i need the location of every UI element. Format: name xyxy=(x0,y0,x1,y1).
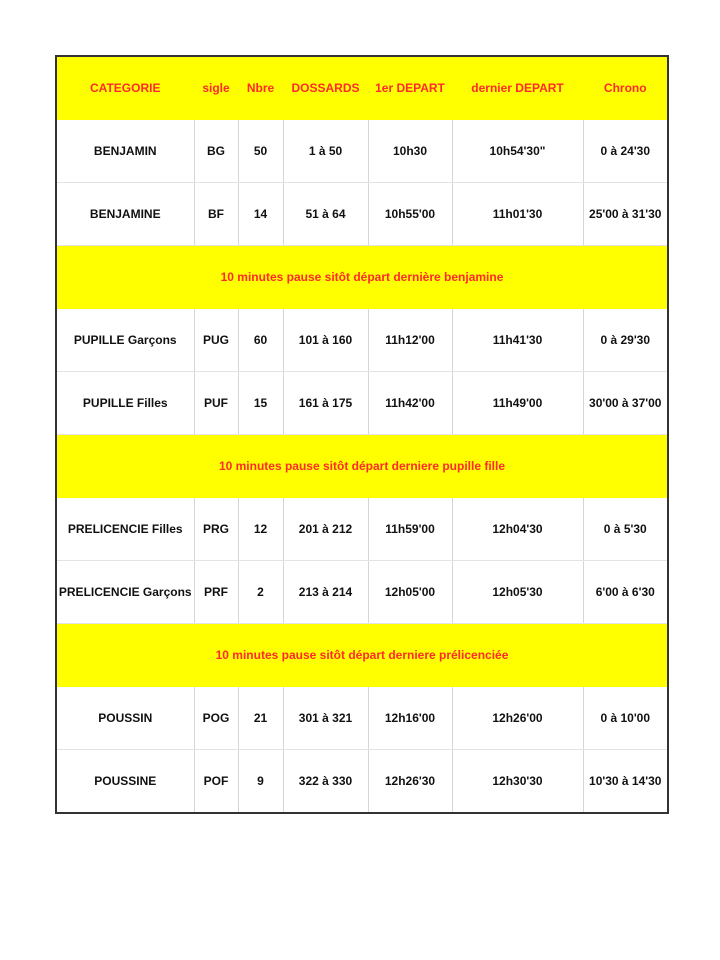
cell-premier-depart: 11h42'00 xyxy=(368,372,452,435)
cell-chrono: 30'00 à 37'00 xyxy=(583,372,668,435)
cell-sigle: PRG xyxy=(194,498,238,561)
cell-nbre: 14 xyxy=(238,183,283,246)
table-row xyxy=(56,120,668,183)
header-dernier-depart: dernier DEPART xyxy=(452,56,583,120)
cell-premier-depart: 10h30 xyxy=(368,120,452,183)
cell-chrono: 25'00 à 31'30 xyxy=(583,183,668,246)
cell-nbre: 2 xyxy=(238,561,283,624)
table-row xyxy=(56,183,668,246)
cell-categorie: POUSSINE xyxy=(56,750,194,814)
cell-dernier-depart: 11h49'00 xyxy=(452,372,583,435)
cell-premier-depart: 12h26'30 xyxy=(368,750,452,814)
cell-sigle: PRF xyxy=(194,561,238,624)
table-row xyxy=(56,687,668,750)
pause-row xyxy=(56,624,668,687)
header-chrono: Chrono xyxy=(583,56,668,120)
cell-chrono: 0 à 24'30 xyxy=(583,120,668,183)
cell-dossards: 322 à 330 xyxy=(283,750,368,814)
pause-note: 10 minutes pause sitôt départ derniere prélicenciée xyxy=(56,624,668,687)
cell-nbre: 50 xyxy=(238,120,283,183)
cell-dernier-depart: 12h30'30 xyxy=(452,750,583,814)
cell-sigle: BG xyxy=(194,120,238,183)
cell-premier-depart: 10h55'00 xyxy=(368,183,452,246)
cell-categorie: BENJAMIN xyxy=(56,120,194,183)
header-nbre: Nbre xyxy=(238,56,283,120)
cell-dossards: 51 à 64 xyxy=(283,183,368,246)
cell-nbre: 15 xyxy=(238,372,283,435)
cell-premier-depart: 12h16'00 xyxy=(368,687,452,750)
cell-categorie: PRELICENCIE Filles xyxy=(56,498,194,561)
cell-dossards: 213 à 214 xyxy=(283,561,368,624)
header-sigle: sigle xyxy=(194,56,238,120)
cell-nbre: 60 xyxy=(238,309,283,372)
cell-dernier-depart: 12h04'30 xyxy=(452,498,583,561)
table-body xyxy=(56,56,668,813)
cell-sigle: BF xyxy=(194,183,238,246)
cell-sigle: PUG xyxy=(194,309,238,372)
cell-chrono: 0 à 5'30 xyxy=(583,498,668,561)
pause-row xyxy=(56,246,668,309)
cell-premier-depart: 11h59'00 xyxy=(368,498,452,561)
table-row xyxy=(56,561,668,624)
schedule-sheet xyxy=(55,55,667,814)
table-row xyxy=(56,372,668,435)
cell-chrono: 0 à 29'30 xyxy=(583,309,668,372)
pause-note: 10 minutes pause sitôt départ dernière benjamine xyxy=(56,246,668,309)
cell-chrono: 10'30 à 14'30 xyxy=(583,750,668,814)
cell-nbre: 12 xyxy=(238,498,283,561)
table-row xyxy=(56,309,668,372)
table-row xyxy=(56,498,668,561)
cell-dossards: 161 à 175 xyxy=(283,372,368,435)
cell-dernier-depart: 11h41'30 xyxy=(452,309,583,372)
cell-dossards: 201 à 212 xyxy=(283,498,368,561)
cell-chrono: 6'00 à 6'30 xyxy=(583,561,668,624)
cell-sigle: PUF xyxy=(194,372,238,435)
cell-categorie: PRELICENCIE Garçons xyxy=(56,561,194,624)
cell-categorie: BENJAMINE xyxy=(56,183,194,246)
cell-dernier-depart: 12h05'30 xyxy=(452,561,583,624)
cell-sigle: POF xyxy=(194,750,238,814)
header-dossards: DOSSARDS xyxy=(283,56,368,120)
pause-row xyxy=(56,435,668,498)
cell-dossards: 1 à 50 xyxy=(283,120,368,183)
cell-dossards: 101 à 160 xyxy=(283,309,368,372)
table-row xyxy=(56,750,668,814)
cell-categorie: POUSSIN xyxy=(56,687,194,750)
cell-dossards: 301 à 321 xyxy=(283,687,368,750)
header-categorie: CATEGORIE xyxy=(56,56,194,120)
cell-dernier-depart: 11h01'30 xyxy=(452,183,583,246)
pause-note: 10 minutes pause sitôt départ derniere pupille fille xyxy=(56,435,668,498)
header-row xyxy=(56,56,668,120)
cell-premier-depart: 11h12'00 xyxy=(368,309,452,372)
cell-chrono: 0 à 10'00 xyxy=(583,687,668,750)
cell-dernier-depart: 10h54'30" xyxy=(452,120,583,183)
cell-premier-depart: 12h05'00 xyxy=(368,561,452,624)
cell-categorie: PUPILLE Filles xyxy=(56,372,194,435)
cell-categorie: PUPILLE Garçons xyxy=(56,309,194,372)
cell-nbre: 9 xyxy=(238,750,283,814)
cell-dernier-depart: 12h26'00 xyxy=(452,687,583,750)
start-schedule-table xyxy=(55,55,669,814)
header-premier-depart: 1er DEPART xyxy=(368,56,452,120)
cell-sigle: POG xyxy=(194,687,238,750)
cell-nbre: 21 xyxy=(238,687,283,750)
